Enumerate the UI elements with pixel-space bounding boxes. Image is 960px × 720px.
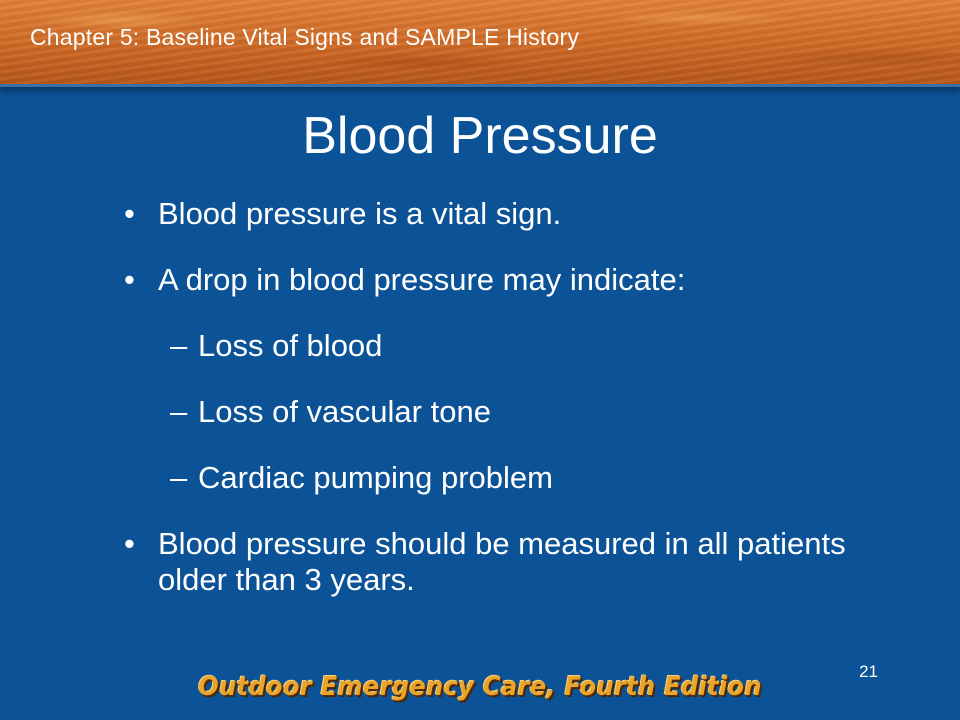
- bullet-list: [120, 196, 880, 628]
- bullet-text: A drop in blood pressure may indicate:: [158, 262, 686, 297]
- book-title-logo: Outdoor Emergency Care, Fourth Edition: [198, 672, 762, 702]
- dash-marker: –: [170, 460, 188, 495]
- sub-bullet-item: [120, 328, 880, 364]
- bullet-text: Blood pressure is a vital sign.: [158, 196, 562, 231]
- bullet-marker: •: [124, 196, 135, 231]
- bullet-item: [120, 526, 880, 598]
- sub-bullet-text: Cardiac pumping problem: [198, 460, 553, 495]
- bullet-marker: •: [124, 262, 135, 297]
- chapter-title: Chapter 5: Baseline Vital Signs and SAMPLE History: [30, 24, 580, 50]
- bullet-item: [120, 196, 880, 232]
- slide-title: Blood Pressure: [302, 107, 658, 165]
- header-banner: [0, 0, 960, 87]
- sub-bullet-text: Loss of blood: [198, 328, 383, 363]
- sub-bullet-item: [120, 394, 880, 430]
- bullet-text: Blood pressure should be measured in all patients older than 3 years.: [158, 526, 846, 597]
- bullet-item: [120, 262, 880, 298]
- sub-bullet-item: [120, 460, 880, 496]
- bullet-marker: •: [124, 526, 135, 561]
- page-number: 21: [859, 662, 878, 681]
- dash-marker: –: [170, 394, 188, 429]
- sub-bullet-text: Loss of vascular tone: [198, 394, 491, 429]
- dash-marker: –: [170, 328, 188, 363]
